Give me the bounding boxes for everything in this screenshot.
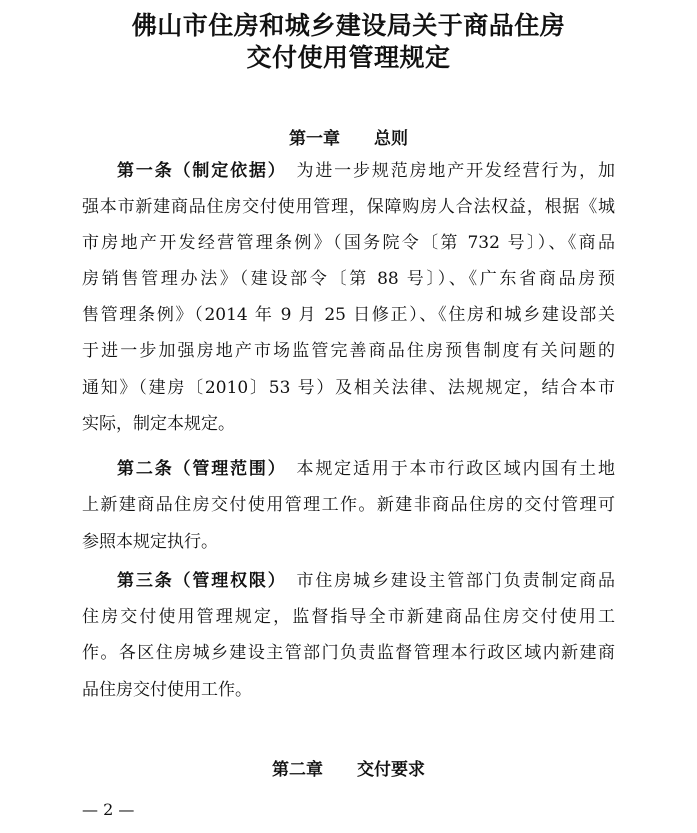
chapter-name: 总则 (374, 129, 408, 149)
chapter-label: 第二章 (272, 760, 323, 780)
article-2-first-line (117, 458, 615, 480)
page-number: — 2 — (82, 800, 135, 819)
article-3-text-line: 住房交付使用管理规定，监督指导全市新建商品住房交付使用工 (82, 607, 615, 627)
article-1-text-line: 房销售管理办法》（建设部令〔第 88 号〕）、《广东省商品房预 (82, 269, 615, 289)
article-1-text-line: 实际，制定本规定。 (82, 414, 235, 434)
chapter-label: 第一章 (289, 129, 340, 149)
article-1-text-line: 通知》（建房〔2010〕53 号）及相关法律、法规规定，结合本市 (82, 378, 615, 398)
article-1-first-line (117, 160, 615, 182)
chapter-name: 交付要求 (357, 760, 425, 780)
article-3-heading: 第三条（管理权限） (117, 571, 287, 591)
article-1-text-line: 市房地产开发经营管理条例》（国务院令〔第 732 号〕）、《商品 (82, 233, 615, 253)
article-3-text-line: 作。各区住房城乡建设主管部门负责监督管理本行政区域内新建商 (82, 643, 615, 663)
article-2-heading: 第二条（管理范围） (117, 459, 287, 479)
document-title-line-2: 交付使用管理规定 (246, 43, 451, 72)
document-title-line-1: 佛山市住房和城乡建设局关于商品住房 (131, 11, 566, 40)
article-1-heading: 第一条（制定依据） (117, 161, 287, 181)
article-3-text-line: 市住房城乡建设主管部门负责制定商品 (294, 571, 616, 591)
chapter-heading-2 (0, 755, 697, 780)
article-1-text-line: 售管理条例》（2014 年 9 月 25 日修正）、《住房和城乡建设部关 (82, 305, 615, 325)
article-3-first-line (117, 570, 615, 592)
article-1-text-line: 为进一步规范房地产开发经营行为，加 (294, 161, 616, 181)
article-2-text-line: 本规定适用于本市行政区域内国有土地 (294, 459, 616, 479)
article-2-text-line: 上新建商品住房交付使用管理工作。新建非商品住房的交付管理可 (82, 495, 615, 515)
article-1-text-line: 强本市新建商品住房交付使用管理，保障购房人合法权益，根据《城 (82, 197, 615, 217)
article-3-text-line: 品住房交付使用工作。 (82, 680, 252, 700)
chapter-heading-1 (0, 124, 697, 149)
article-1-text-line: 于进一步加强房地产市场监管完善商品住房预售制度有关问题的 (82, 341, 615, 361)
article-2-text-line: 参照本规定执行。 (82, 532, 218, 552)
